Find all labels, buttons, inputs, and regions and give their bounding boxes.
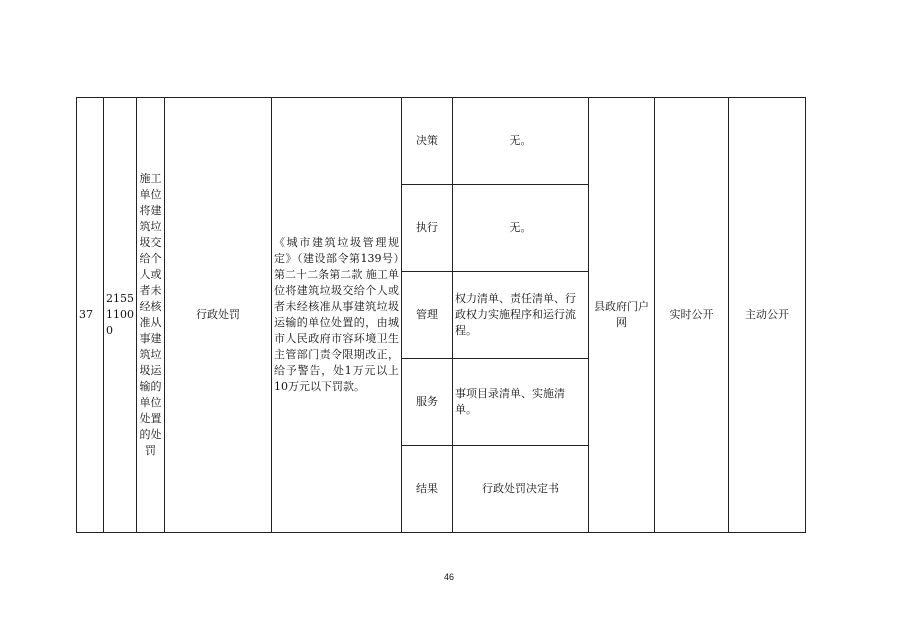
basis-cell: 《城市建筑垃圾管理规定》（建设部令第139号）第二十二条第二款 施工单位将建筑垃圾交给个人或者未经核准从事建筑垃圾运输的单位处置的，由城市人民政府市容环境卫生主管部门责令限期改正，给予警告，处1万元以上10万元以下罚款。 (272, 98, 402, 533)
category-cell: 行政处罚 (165, 98, 272, 533)
stage-management-content: 权力清单、责任清单、行政权力实施程序和运行流程。 (453, 272, 589, 359)
stage-decision-content: 无。 (453, 98, 589, 185)
method-cell: 主动公开 (729, 98, 806, 533)
table-row (77, 98, 806, 185)
stage-execution: 执行 (402, 185, 453, 272)
channel-cell: 县政府门户网 (589, 98, 655, 533)
stage-management: 管理 (402, 272, 453, 359)
disclosure-table (76, 97, 806, 533)
page-number: 46 (443, 572, 454, 582)
seq-cell: 37 (77, 98, 104, 533)
stage-result-content: 行政处罚决定书 (453, 446, 589, 533)
stage-service: 服务 (402, 359, 453, 446)
item-name-cell: 施工单位将建筑垃圾交给个人或者未经核准从事建筑垃圾运输的单位处置的处罚 (137, 98, 165, 533)
timing-cell: 实时公开 (655, 98, 729, 533)
stage-service-content: 事项目录清单、实施清单。 (453, 359, 589, 446)
code-cell: 215511000 (104, 98, 137, 533)
stage-execution-content: 无。 (453, 185, 589, 272)
stage-result: 结果 (402, 446, 453, 533)
stage-decision: 决策 (402, 98, 453, 185)
